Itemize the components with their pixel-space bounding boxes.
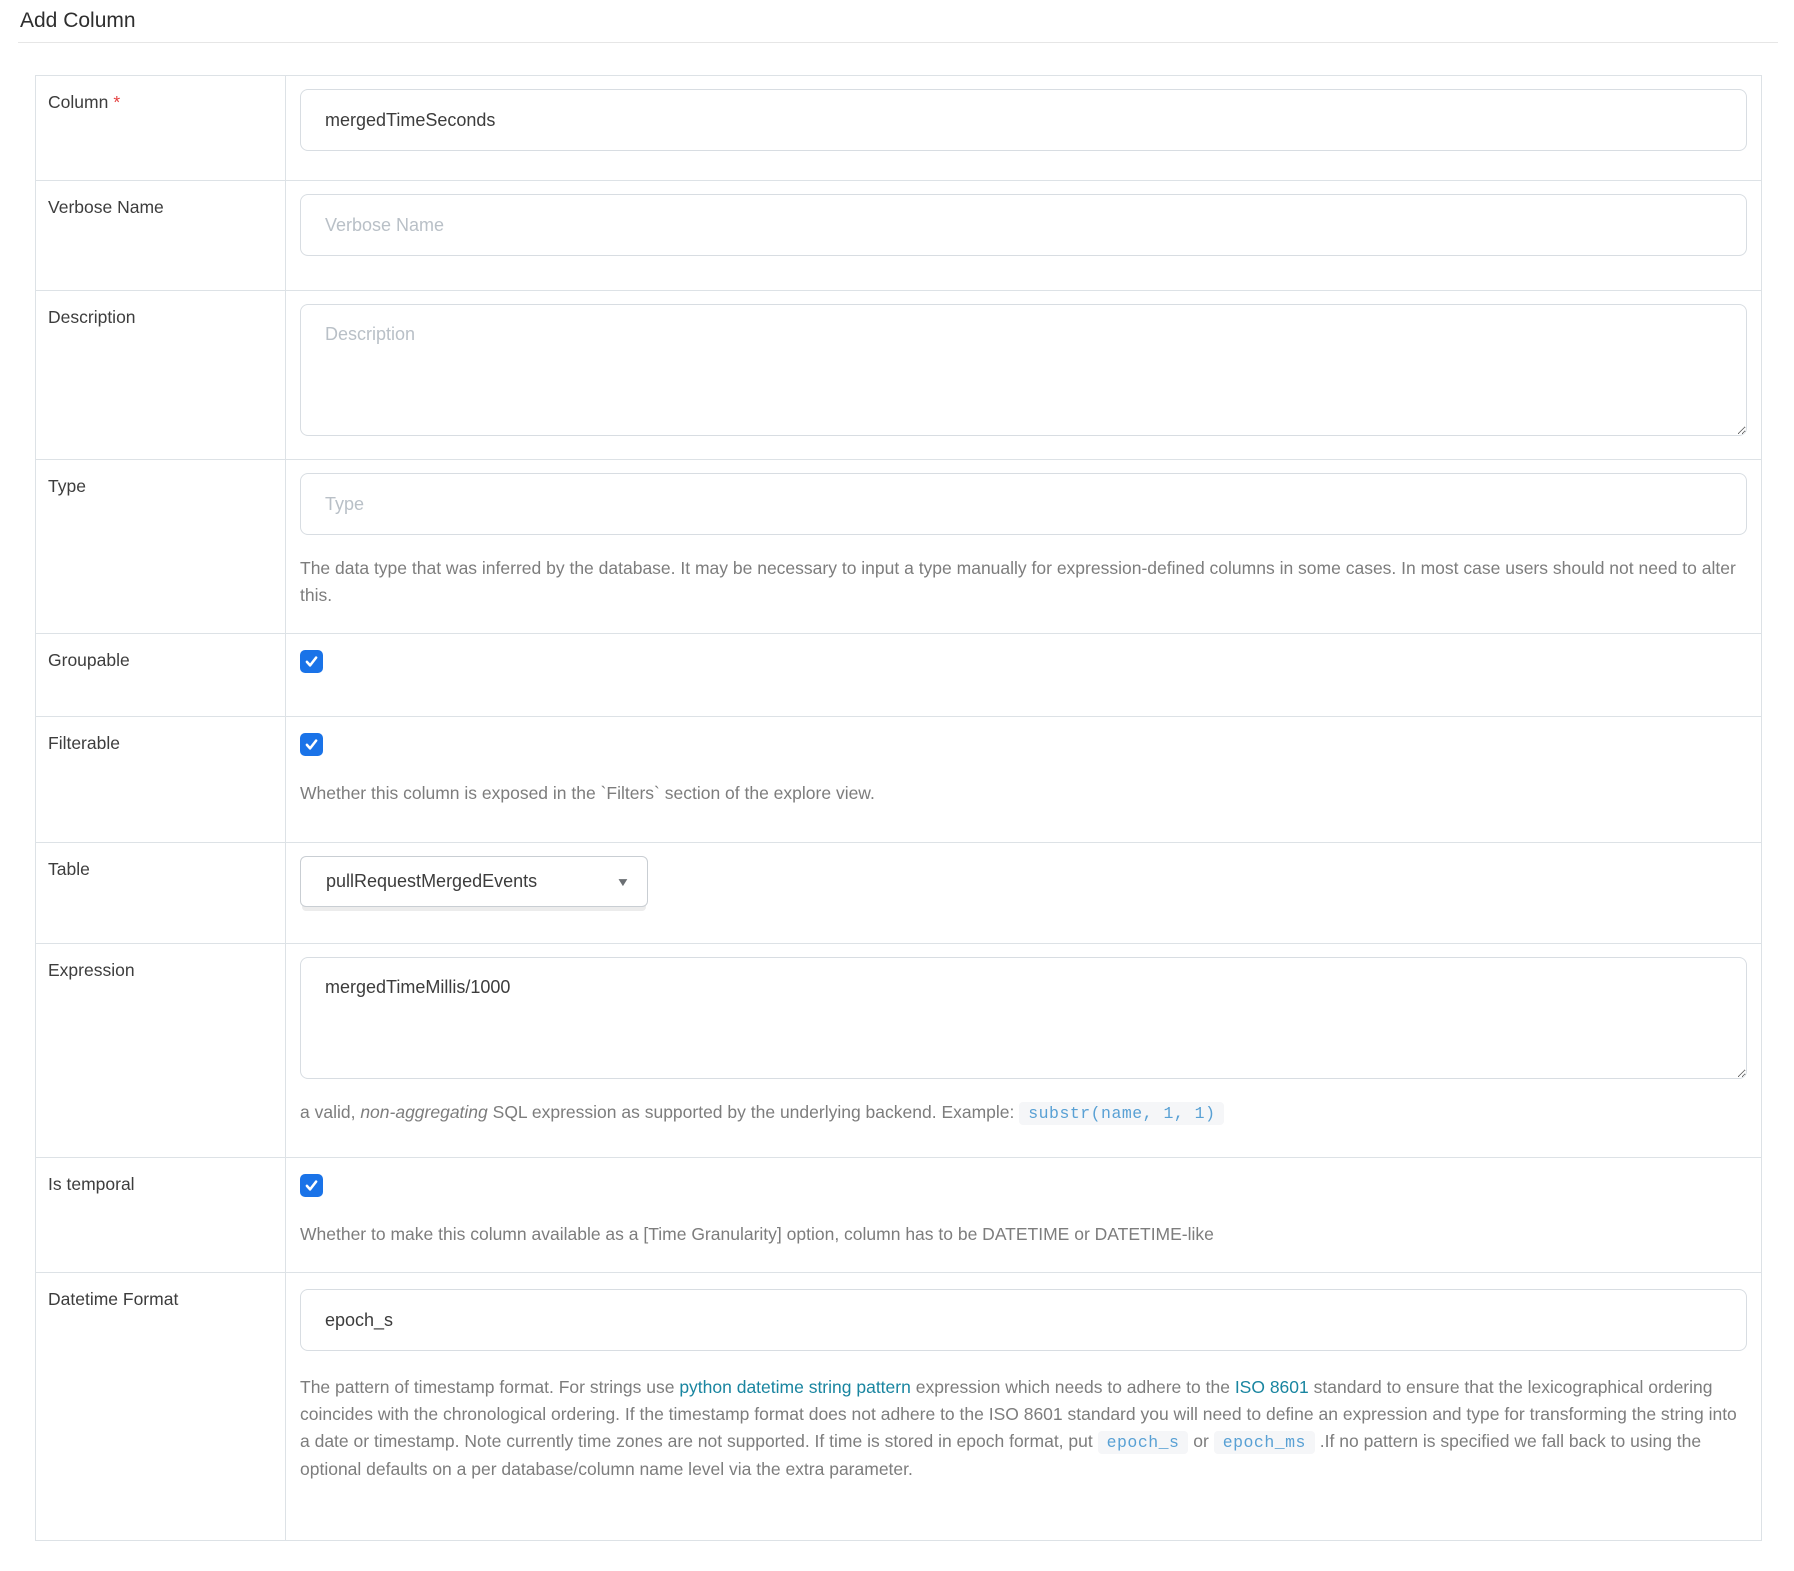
form-row-description	[36, 290, 1761, 459]
description-content-cell	[286, 291, 1761, 459]
code-snippet: substr(name, 1, 1)	[1019, 1102, 1224, 1125]
checkmark-icon	[303, 653, 320, 670]
is-temporal-content-cell	[286, 1158, 1761, 1272]
is-temporal-label-cell	[36, 1158, 286, 1272]
expression-content-cell	[286, 944, 1761, 1157]
filterable-label-cell	[36, 717, 286, 842]
help-text-segment: The pattern of timestamp format. For strings use	[300, 1377, 680, 1397]
table-label-cell	[36, 843, 286, 943]
title-divider	[18, 42, 1778, 43]
form-row-verbose-name	[36, 180, 1761, 290]
checkmark-icon	[303, 1177, 320, 1194]
column-label-cell	[36, 76, 286, 180]
form-row-column	[36, 76, 1761, 180]
expression-label: Expression	[48, 960, 135, 980]
help-text-emphasis: non-aggregating	[360, 1102, 488, 1122]
type-help-text: The data type that was inferred by the database. It may be necessary to input a type manually for expression-defined columns in some cases. In most case users should not need to alter this.	[300, 558, 1736, 605]
form-row-is-temporal	[36, 1157, 1761, 1272]
expression-textarea[interactable]	[300, 957, 1747, 1079]
filterable-content-cell	[286, 717, 1761, 842]
form-row-groupable	[36, 633, 1761, 716]
help-text-segment: expression which needs to adhere to the	[910, 1377, 1235, 1397]
verbose-name-label-cell	[36, 181, 286, 290]
type-label: Type	[48, 476, 86, 496]
expression-label-cell	[36, 944, 286, 1157]
groupable-checkbox[interactable]	[300, 650, 323, 673]
description-label-cell	[36, 291, 286, 459]
datetime-format-label-cell	[36, 1273, 286, 1540]
iso-8601-link[interactable]: ISO 8601	[1234, 1377, 1309, 1397]
help-text-segment: SQL expression as supported by the underlying backend. Example:	[487, 1102, 1020, 1122]
python-datetime-pattern-link[interactable]: python datetime string pattern	[679, 1377, 911, 1397]
column-input[interactable]	[300, 89, 1747, 151]
help-text-segment: or	[1188, 1431, 1214, 1451]
caret-down-icon: ▼	[615, 874, 631, 889]
checkmark-icon	[303, 736, 320, 753]
filterable-checkbox[interactable]	[300, 733, 323, 756]
form-row-type	[36, 459, 1761, 633]
datetime-format-input[interactable]	[300, 1289, 1747, 1351]
table-select[interactable]	[300, 856, 648, 907]
datetime-format-label: Datetime Format	[48, 1289, 179, 1309]
form-row-expression	[36, 943, 1761, 1157]
table-label: Table	[48, 859, 90, 879]
is-temporal-help-text: Whether to make this column available as a [Time Granularity] option, column has to be DATETIME or DATETIME-like	[300, 1224, 1214, 1244]
required-asterisk: *	[113, 92, 121, 112]
type-input[interactable]	[300, 473, 1747, 535]
filterable-label: Filterable	[48, 733, 120, 753]
column-content-cell	[286, 76, 1761, 180]
epoch-s-code-snippet: epoch_s	[1098, 1431, 1189, 1454]
datetime-format-content-cell	[286, 1273, 1761, 1540]
datetime-format-help-text	[300, 1374, 1747, 1483]
expression-help-text	[300, 1099, 1747, 1127]
filterable-help-text: Whether this column is exposed in the `Filters` section of the explore view.	[300, 783, 875, 803]
description-label: Description	[48, 307, 136, 327]
groupable-label: Groupable	[48, 650, 130, 670]
verbose-name-input[interactable]	[300, 194, 1747, 256]
groupable-content-cell	[286, 634, 1761, 716]
help-text-segment: a valid,	[300, 1102, 361, 1122]
page-title: Add Column	[20, 9, 136, 32]
verbose-name-content-cell	[286, 181, 1761, 290]
help-text-segment: standard to ensure that the lexicographical ordering coincides with the chronological ordering. If the timestamp format does not adhere to the ISO 8601 standard you will need to define an expression and type for transforming the string into a date or timestamp. Note currently time zones are not supported. If time is stored in epoch format, put	[300, 1377, 1737, 1451]
is-temporal-checkbox[interactable]	[300, 1174, 323, 1197]
verbose-name-label: Verbose Name	[48, 197, 164, 217]
form-row-filterable	[36, 716, 1761, 842]
type-content-cell	[286, 460, 1761, 633]
type-label-cell	[36, 460, 286, 633]
table-select-value: pullRequestMergedEvents	[326, 871, 538, 891]
add-column-form	[35, 75, 1762, 1541]
help-text-segment: .If no pattern is specified we fall back to using the optional defaults on a per database/column name level via the extra parameter.	[300, 1431, 1702, 1479]
column-label: Column	[48, 92, 109, 112]
groupable-label-cell	[36, 634, 286, 716]
epoch-ms-code-snippet: epoch_ms	[1214, 1431, 1315, 1454]
description-textarea[interactable]	[300, 304, 1747, 436]
table-content-cell	[286, 843, 1761, 943]
form-row-table	[36, 842, 1761, 943]
is-temporal-label: Is temporal	[48, 1174, 135, 1194]
form-row-datetime-format	[36, 1272, 1761, 1540]
